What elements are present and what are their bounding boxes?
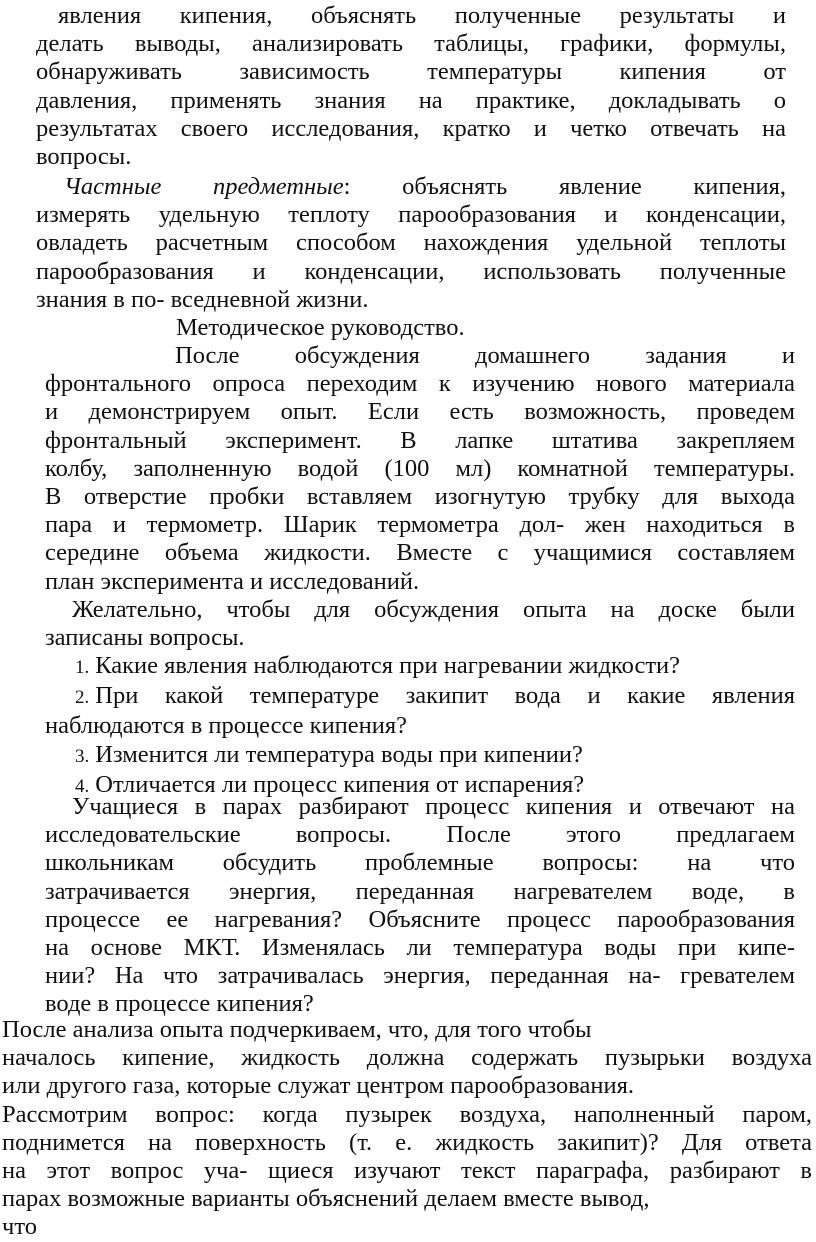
list-item-text: Отличается ли процесс кипения от испарения?: [95, 770, 585, 798]
subject-label: Частные предметные: [64, 173, 344, 200]
text-line: результатах своего исследования, кратко и четко отвечать на: [36, 114, 786, 142]
paragraph-4: [45, 596, 795, 652]
text-line: парах возможные варианты объяснений делаем вместе вывод,: [2, 1185, 650, 1213]
list-item: [45, 652, 795, 682]
text-line: Учащиеся в парах разбирают процесс кипения и отвечают на: [72, 793, 795, 820]
text-line: овладеть расчетным способом нахождения удельной теплоты: [36, 229, 786, 257]
text-line: делать выводы, анализировать таблицы, графики, формулы,: [36, 30, 786, 58]
list-item: [45, 741, 795, 771]
text-line: поднимется на поверхность (т. е. жидкость закипит)? Для ответа: [2, 1128, 812, 1156]
text-line: парообразования и конденсации, использовать полученные: [36, 257, 786, 285]
list-number: 4.: [75, 775, 90, 797]
text-line: [36, 173, 786, 201]
text-line: исследовательские вопросы. После этого предлагаем: [45, 821, 795, 849]
method-heading: Методическое руководство.: [176, 314, 465, 341]
text-line: на основе МКТ. Изменялась ли температура воды при кипе-: [45, 934, 795, 962]
list-item-text: При какой температуре закипит вода и какие явления: [95, 682, 795, 710]
text-line: фронтальный эксперимент. В лапке штатива закрепляем: [45, 426, 795, 454]
text-line: знания в по- вседневной жизни.: [36, 285, 369, 313]
list-number: 2.: [75, 687, 90, 709]
text-fragment: : объяснять явление кипения,: [343, 173, 786, 200]
text-line: школьникам обсудить проблемные вопросы: на что: [45, 849, 795, 877]
text-line: воде в процессе кипения?: [45, 990, 314, 1018]
text-line: После анализа опыта подчеркиваем, что, для того чтобы: [2, 1016, 592, 1043]
text-line: вопросы.: [36, 143, 132, 171]
list-item-text: Какие явления наблюдаются при нагревании жидкости?: [95, 652, 681, 679]
text-line: пара и термометр. Шарик термометра дол- жен находиться в: [45, 511, 795, 539]
text-line: или другого газа, которые служат центром парообразования.: [2, 1072, 635, 1100]
text-line: на этот вопрос уча- щиеся изучают текст параграфа, разбирают в: [2, 1157, 812, 1185]
text-line: затрачивается энергия, переданная нагревателем воде, в: [45, 877, 795, 905]
questions-list: [45, 652, 795, 801]
text-line: и демонстрируем опыт. Если есть возможность, проведем: [45, 398, 795, 426]
list-item-continuation: наблюдаются в процессе кипения?: [45, 712, 408, 740]
list-number: 3.: [75, 745, 90, 767]
list-item-text: Изменится ли температура воды при кипении?: [95, 740, 583, 768]
text-line: измерять удельную теплоту парообразования и конденсации,: [36, 201, 786, 229]
text-line: началось кипение, жидкость должна содержать пузырьки воздуха: [2, 1044, 812, 1072]
text-line: Рассмотрим вопрос: когда пузырек воздуха, наполненный паром,: [2, 1100, 812, 1128]
text-line: фронтального опроса переходим к изучению нового материала: [45, 370, 795, 398]
text-line: колбу, заполненную водой (100 мл) комнатной температуры.: [45, 454, 795, 482]
text-line: После обсуждения домашнего задания и: [175, 342, 795, 369]
list-item: [45, 682, 795, 712]
text-line: Желательно, чтобы для обсуждения опыта на доске были: [72, 596, 795, 623]
text-line: план эксперимента и исследований.: [45, 567, 420, 595]
text-line: что: [2, 1213, 37, 1241]
paragraph-1: [36, 2, 786, 171]
text-line: явления кипения, объяснять полученные результаты и: [58, 2, 786, 29]
paragraph-3: [45, 342, 795, 596]
text-line: процессе ее нагревания? Объясните процесс парообразования: [45, 905, 795, 933]
list-number: 1.: [75, 657, 90, 678]
paragraph-2: [36, 173, 786, 314]
paragraph-6: [2, 1016, 812, 1242]
text-line: обнаруживать зависимость температуры кипения от: [36, 58, 786, 86]
paragraph-5: [45, 793, 795, 1019]
text-line: середине объема жидкости. Вместе с учащимися составляем: [45, 539, 795, 567]
text-line: нии? На что затрачивалась энергия, переданная на- гревателем: [45, 962, 795, 990]
text-line: давления, применять знания на практике, докладывать о: [36, 86, 786, 114]
text-line: В отверстие пробки вставляем изогнутую трубку для выхода: [45, 483, 795, 511]
text-line: записаны вопросы.: [45, 624, 245, 652]
